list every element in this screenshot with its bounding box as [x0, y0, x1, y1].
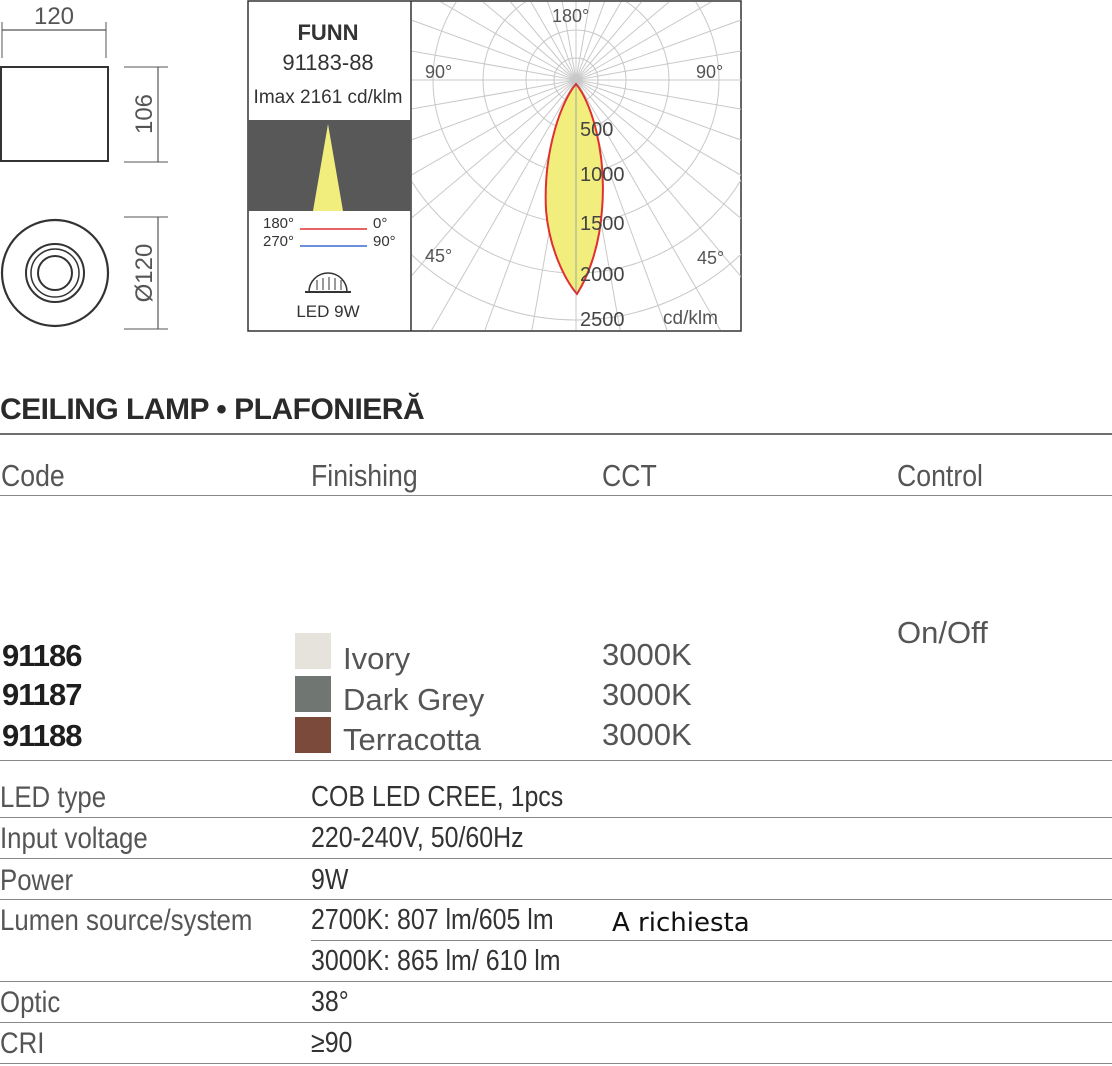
on-request-note: A richiesta	[612, 908, 750, 938]
polar-label-90-left: 90°	[425, 62, 453, 82]
column-header-cct: CCT	[602, 458, 657, 493]
product-code: 91187	[2, 677, 82, 712]
spec-label-optic: Optic	[0, 986, 61, 1019]
product-cct: 3000K	[602, 677, 692, 712]
finish-name: Terracotta	[343, 722, 481, 757]
polar-unit-label: cd/klm	[663, 308, 718, 329]
column-header-control: Control	[897, 458, 983, 493]
height-dimension-label: 106	[131, 93, 158, 135]
product-codes: 91183-88	[282, 50, 374, 75]
spec-label-cri: CRI	[0, 1027, 45, 1060]
spec-label-lumen: Lumen source/system	[0, 904, 253, 937]
spec-divider	[0, 1063, 1112, 1064]
legend-270: 270°	[263, 233, 295, 250]
polar-label-45-right: 45°	[697, 248, 725, 268]
lamp-side-view	[1, 67, 108, 161]
spec-value-power: 9W	[311, 864, 349, 896]
polar-label-180: 180°	[552, 6, 590, 26]
finish-name: Dark Grey	[343, 682, 485, 717]
spec-divider	[0, 981, 1112, 982]
spec-label-input-voltage: Input voltage	[0, 822, 148, 855]
spec-divider	[0, 858, 1112, 859]
polar-label-90-right: 90°	[696, 62, 724, 82]
spec-value-cri: ≥90	[311, 1027, 353, 1059]
spec-value-lumen-3000k: 3000K: 865 lm/ 610 lm	[311, 945, 561, 977]
product-family-name: FUNN	[297, 20, 359, 45]
title-divider	[0, 433, 1112, 435]
product-code: 91186	[2, 638, 82, 673]
column-header-code: Code	[1, 458, 65, 493]
finish-name: Ivory	[343, 641, 411, 676]
products-divider	[0, 760, 1112, 761]
ring-label-500: 500	[580, 119, 614, 141]
ring-label-1000: 1000	[580, 164, 625, 186]
ring-label-2000: 2000	[580, 264, 625, 286]
product-cct: 3000K	[602, 717, 692, 752]
lamp-top-view	[2, 220, 108, 326]
dimension-drawing	[0, 0, 240, 340]
spec-value-led-type: COB LED CREE, 1pcs	[311, 781, 564, 813]
finish-swatch-dark-grey	[295, 676, 331, 712]
spec-label-led-type: LED type	[0, 781, 107, 814]
polar-label-45-left: 45°	[425, 246, 453, 266]
page-title: CEILING LAMP • PLAFONIERĂ	[0, 393, 425, 426]
photometric-panel	[247, 0, 743, 334]
width-dimension-label: 120	[33, 3, 75, 30]
finish-swatch-terracotta	[295, 717, 331, 753]
product-code: 91188	[2, 718, 82, 753]
legend-0: 0°	[373, 215, 388, 232]
spec-value-optic: 38°	[311, 986, 349, 1018]
spec-label-power: Power	[0, 864, 74, 897]
header-divider	[0, 495, 1112, 496]
legend-180: 180°	[263, 215, 295, 232]
spec-divider	[311, 940, 1112, 941]
ring-label-2500: 2500	[580, 309, 625, 331]
column-header-finishing: Finishing	[311, 458, 418, 493]
imax-value: Imax 2161 cd/klm	[253, 87, 403, 108]
legend-90: 90°	[373, 233, 396, 250]
spec-value-lumen-2700k: 2700K: 807 lm/605 lm	[311, 904, 554, 936]
product-cct: 3000K	[602, 637, 692, 672]
spec-divider	[0, 899, 1112, 900]
finish-swatch-ivory	[295, 633, 331, 669]
lamp-power-label: LED 9W	[296, 302, 360, 321]
spec-value-input-voltage: 220-240V, 50/60Hz	[311, 822, 524, 854]
spec-divider	[0, 817, 1112, 818]
diameter-dimension-label: Ø120	[131, 243, 158, 303]
ring-label-1500: 1500	[580, 213, 625, 235]
spec-divider	[0, 1022, 1112, 1023]
control-value: On/Off	[897, 615, 988, 650]
